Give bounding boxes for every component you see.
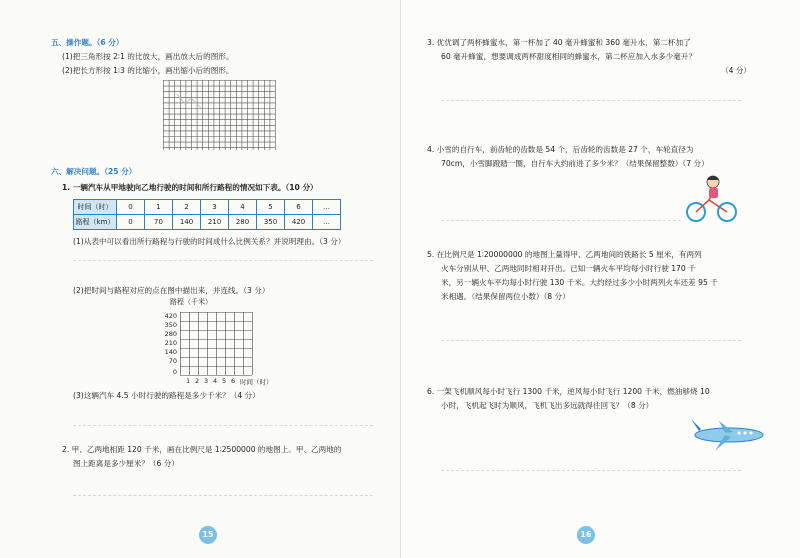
ytick-label: 70 — [168, 357, 177, 365]
airplane-illustration-icon — [689, 413, 769, 453]
question-2-line1: 2. 甲、乙两地相距 120 千米，画在比例尺是 1∶2500000 的地图上。甲、乙两地的 — [62, 445, 342, 454]
table-cell: 420 — [285, 215, 313, 230]
table-cell: 70 — [145, 215, 173, 230]
xtick-label: 5 — [222, 377, 227, 385]
question-5-line1: 5. 在比例尺是 1∶20000000 的地图上量得甲、乙两地间的铁路长 5 厘米，有两列 — [427, 250, 702, 259]
triangle-shape — [177, 94, 203, 110]
table-cell: 2 — [173, 200, 201, 215]
right-page — [400, 0, 800, 558]
table-cell: 1 — [145, 200, 173, 215]
xtick-label: 3 — [204, 377, 209, 385]
answer-line — [441, 220, 681, 221]
time-distance-table — [73, 199, 341, 230]
chart-ylabel: 路程（千米） — [170, 298, 212, 306]
table-cell: 140 — [173, 215, 201, 230]
question-4-line1: 4. 小雪的自行车，前齿轮的齿数是 54 个，后齿轮的齿数是 27 个，车轮直径为 — [427, 145, 694, 154]
table-cell: 280 — [229, 215, 257, 230]
question-5-line3: 米，另一辆火车平均每小时行驶 130 千米。大约经过多少小时两列火车还差 95 千 — [441, 278, 718, 287]
section5-q1: (1)把三角形按 2∶1 的比放大，画出放大后的图形。 — [62, 52, 234, 61]
section5-q2: (2)把长方形按 1∶3 的比缩小，画出缩小后的图形。 — [62, 66, 234, 75]
ytick-label: 280 — [164, 330, 177, 338]
table-row — [74, 200, 341, 215]
table-cell: 0 — [117, 200, 145, 215]
answer-line — [441, 470, 741, 471]
table-row — [74, 215, 341, 230]
table-cell: 0 — [117, 215, 145, 230]
question-3-line2: 60 毫升蜂蜜，想要调成两杯甜度相同的蜂蜜水，第二杯应加入水多少毫升？ — [441, 52, 697, 61]
xtick-label: 4 — [213, 377, 218, 385]
table-cell: … — [313, 200, 341, 215]
section5-title: 五、操作题。（6 分） — [51, 38, 124, 47]
question-3-line1: 3. 优优调了两杯蜂蜜水，第一杯加了 40 毫升蜂蜜和 360 毫升水，第二杯加了 — [427, 38, 691, 47]
ytick-label: 140 — [164, 348, 177, 356]
question-6-line1: 6. 一架飞机顺风每小时飞行 1300 千米，逆风每小时飞行 1200 千米，燃油够烧 10 — [427, 387, 710, 396]
question-2-line2: 图上距离是多少厘米？（6 分） — [73, 459, 179, 468]
question-3-score: （4 分） — [721, 66, 752, 75]
table-header-distance: 路程（km） — [74, 215, 117, 230]
table-header-time: 时间（时） — [74, 200, 117, 215]
table-cell: 350 — [257, 215, 285, 230]
xtick-label: 1 — [186, 377, 191, 385]
section6-title: 六、解决问题。（25 分） — [51, 167, 137, 176]
table-cell: 3 — [201, 200, 229, 215]
answer-line — [441, 340, 741, 341]
ytick-label: 210 — [164, 339, 177, 347]
xtick-label: 2 — [195, 377, 200, 385]
answer-line — [73, 495, 373, 496]
question-1-1: (1)从表中可以看出所行路程与行驶的时间成什么比例关系？并说明理由。（3 分） — [73, 237, 346, 246]
answer-line — [73, 425, 373, 426]
table-cell: 6 — [285, 200, 313, 215]
ytick-label: 420 — [164, 312, 177, 320]
page-number-16: 16 — [577, 526, 595, 544]
answer-line — [441, 100, 741, 101]
cyclist-illustration-icon — [683, 172, 741, 224]
question-1-3: (3)这辆汽车 4.5 小时行驶的路程是多少千米？（4 分） — [73, 391, 260, 400]
question-1-text: 1. 一辆汽车从甲地驶向乙地行驶的时间和所行路程的情况如下表。（10 分） — [62, 183, 318, 192]
answer-line — [73, 260, 373, 261]
table-cell: 4 — [229, 200, 257, 215]
plot-grid — [180, 312, 260, 376]
question-4-line2: 70cm，小雪脚蹬踏一圈，自行车大约前进了多少米？（结果保留整数）（7 分） — [441, 159, 709, 168]
drawing-grid — [163, 80, 277, 152]
chart-xlabel: 时间（时） — [240, 378, 273, 386]
ytick-label: 0 — [172, 368, 177, 376]
table-cell: … — [313, 215, 341, 230]
question-1-2: (2)把时间与路程对应的点在图中描出来，并连线。（3 分） — [73, 286, 270, 295]
table-cell: 210 — [201, 215, 229, 230]
xtick-label: 6 — [231, 377, 236, 385]
page-number-15: 15 — [199, 526, 217, 544]
table-cell: 5 — [257, 200, 285, 215]
ytick-label: 350 — [164, 321, 177, 329]
question-6-line2: 小时，飞机起飞时为顺风，飞机飞出多远就得往回飞？（8 分） — [441, 401, 654, 410]
question-5-line4: 米相遇。（结果保留两位小数）（8 分） — [441, 292, 570, 301]
question-5-line2: 火车分别从甲、乙两地同时相对开出。已知一辆火车平均每小时行驶 170 千 — [441, 264, 696, 273]
